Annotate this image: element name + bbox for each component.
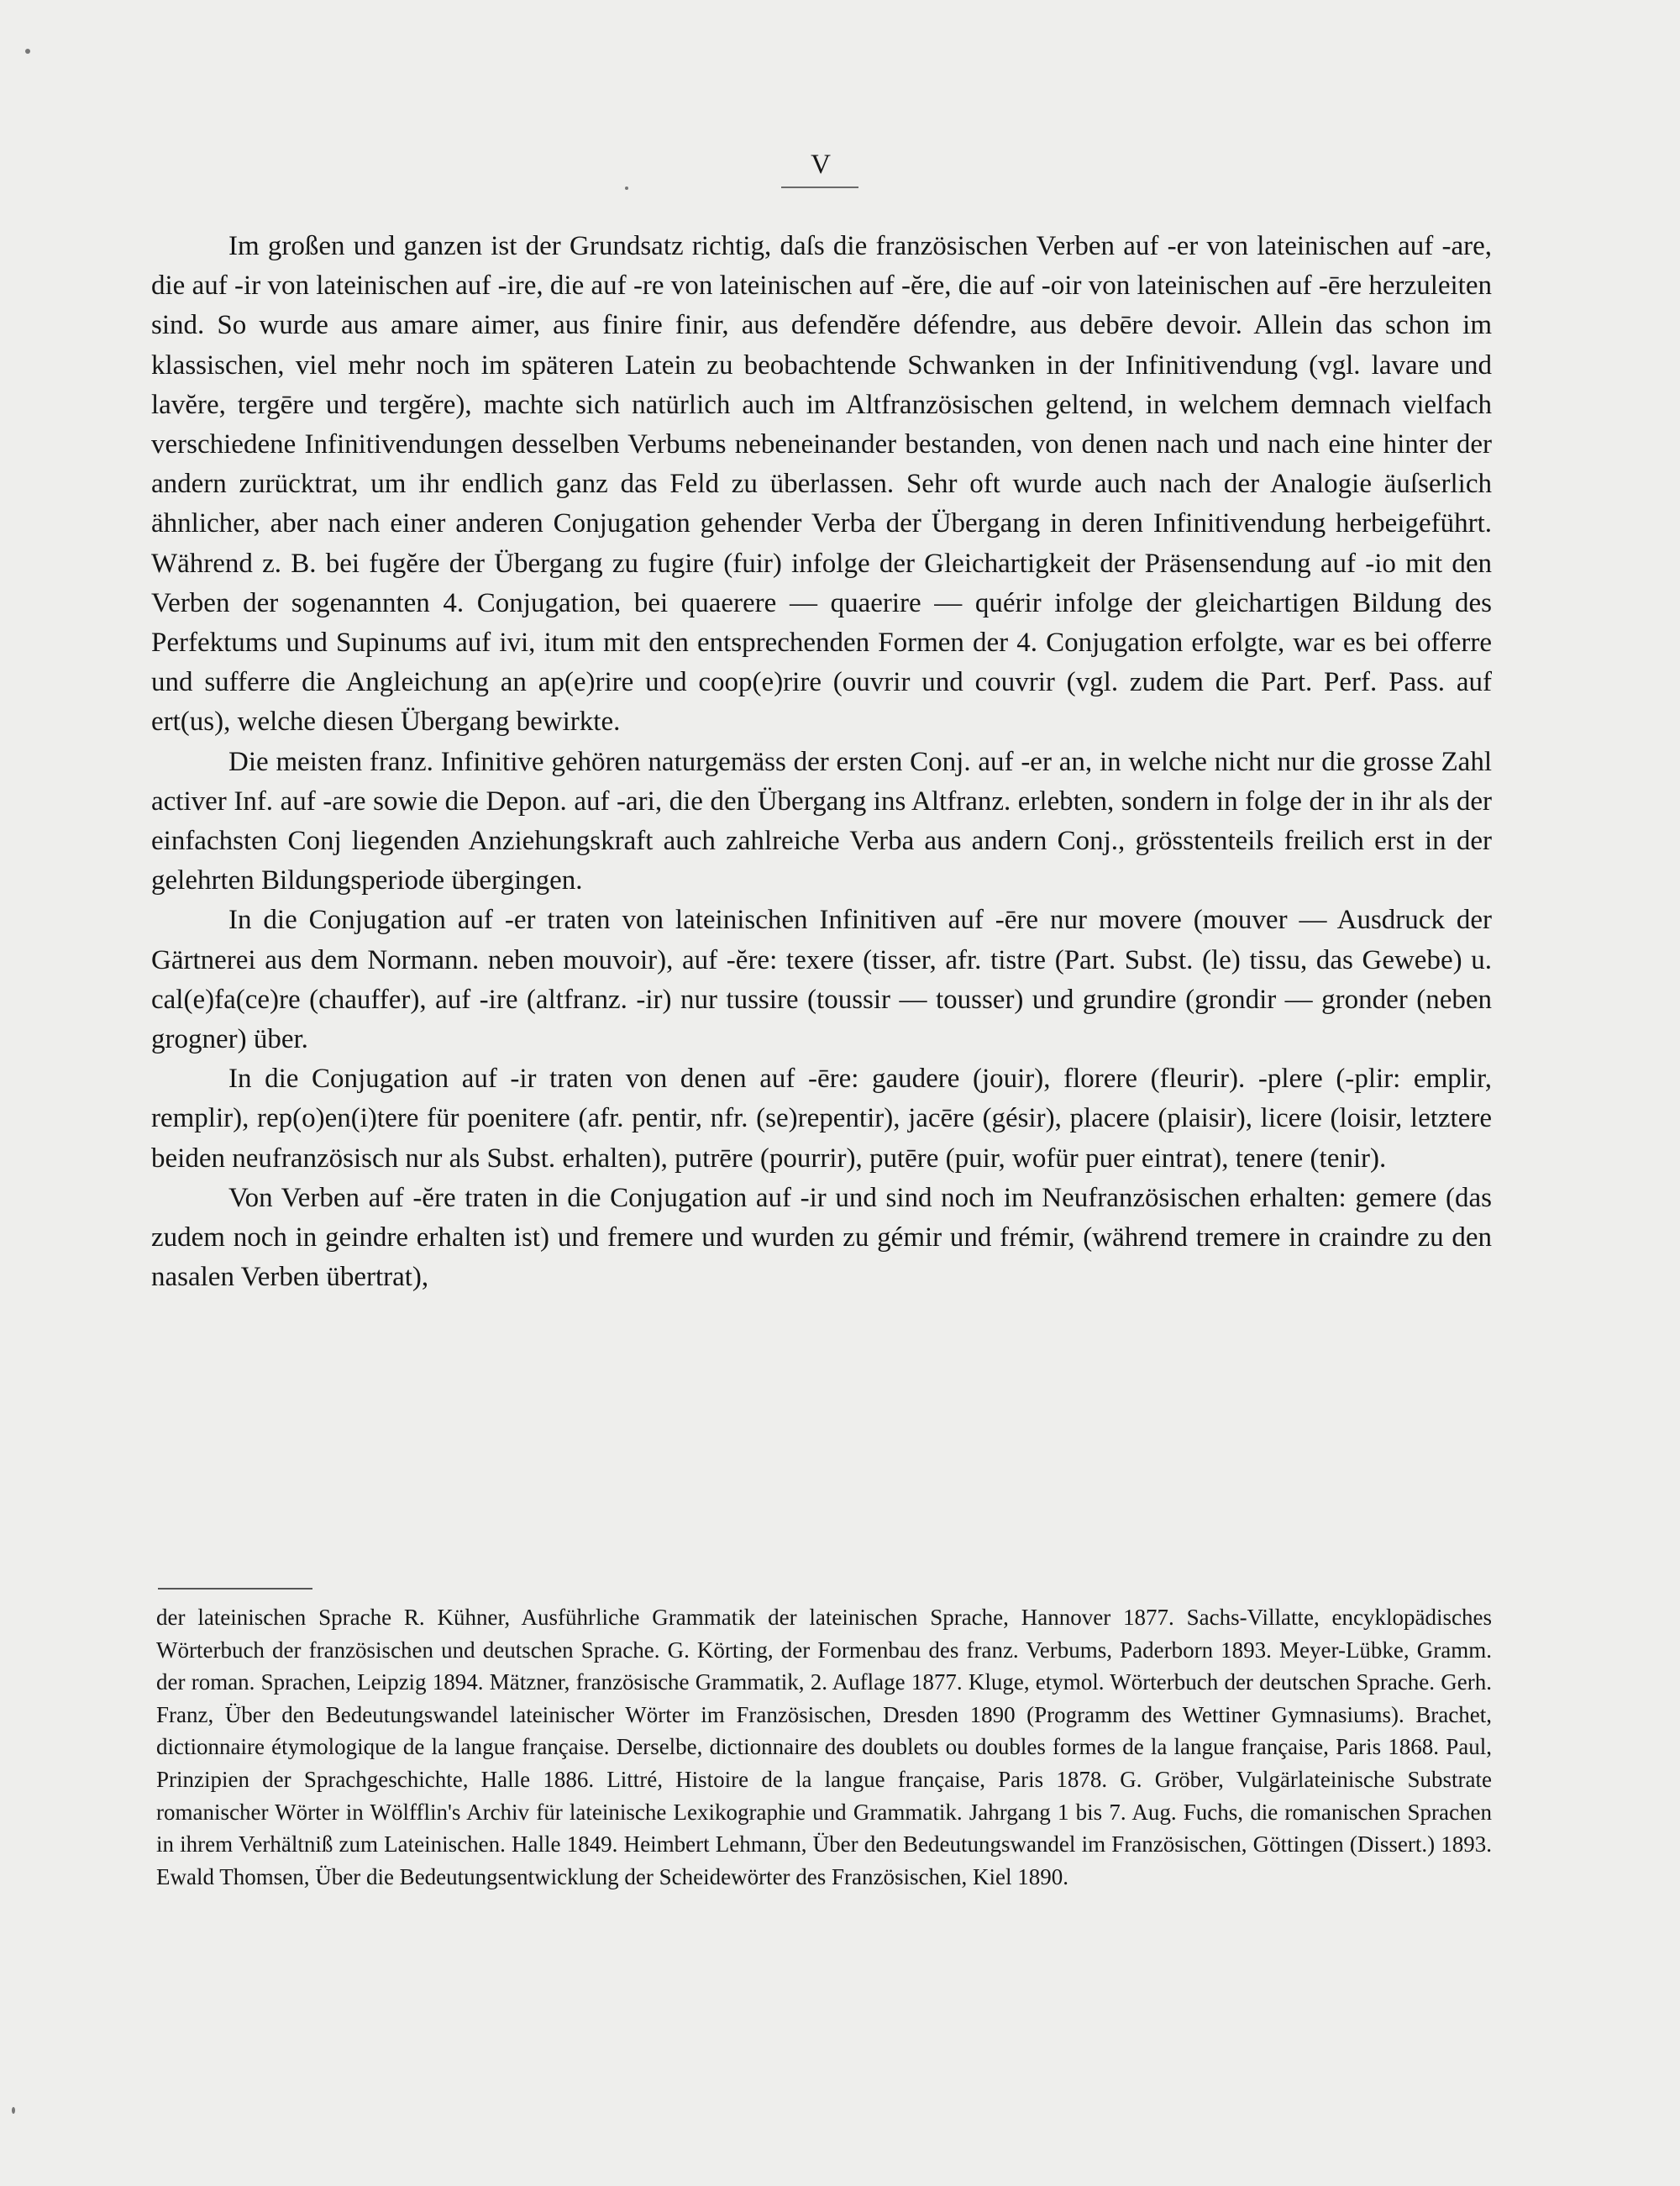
page-number: V [811, 150, 832, 180]
paragraph: Im großen und ganzen ist der Grundsatz richtig, daſs die französischen Verben auf -er von lateinischen auf -are, die auf -ir von lateinischen auf -ire, die auf -re von lateinischen auf -ĕre, die auf -oir von lateinischen auf -ēre herzuleiten sind. So wurde aus amare aimer, aus finire finir, aus defendĕre défendre, aus debēre devoir. Allein das schon im klassischen, viel mehr noch im späteren Latein zu beobachtende Schwanken in der Infinitivendung (vgl. lavare und lavĕre, tergēre und tergĕre), machte sich natürlich auch im Altfranzösischen geltend, in welchem demnach vielfach verschiedene Infinitivendungen desselben Verbums nebeneinander bestanden, von denen nach und nach eine hinter der andern zurücktrat, um ihr endlich ganz das Feld zu überlassen. Sehr oft wurde auch nach der Analogie äuſserlich ähnlicher, aber nach einer anderen Conjugation gehender Verba der Übergang in deren Infinitivendung herbeigeführt. Während z. B. bei fugĕre der Übergang zu fugire (fuir) infolge der Gleichartigkeit der Präsensendung auf -io mit den Verben der sogenannten 4. Conjugation, bei quaerere — quaerire — quérir infolge der gleichartigen Bildung des Perfektums und Supinums auf ivi, itum mit den entsprechenden Formen der 4. Conjugation erfolgte, war es bei offerre und sufferre die Angleichung an ap(e)rire und coop(e)rire (ouvrir und couvrir (vgl. zudem die Part. Perf. Pass. auf ert(us), welche diesen Übergang bewirkte. [151, 231, 1492, 738]
paper-speck [25, 49, 30, 54]
paragraph: In die Conjugation auf -er traten von lateinischen Infinitiven auf -ēre nur movere (mouver — Ausdruck der Gärtnerei aus dem Normann. neben mouvoir), auf -ĕre: texere (tisser, afr. tistre (Part. Subst. (le) tissu, das Gewebe) u. cal(e)fa(ce)re (chauffer), auf -ire (altfranz. -ir) nur tussire (toussir — tousser) und grundire (grondir — gronder (neben grogner) über. [151, 905, 1492, 1055]
header-rule [781, 187, 858, 188]
paper-speck [12, 2107, 15, 2114]
footnote-block [156, 1601, 1492, 1893]
main-text [151, 227, 1492, 1297]
paper-speck [625, 187, 628, 190]
paragraph: Von Verben auf -ĕre traten in die Conjugation auf -ir und sind noch im Neufranzösischen erhalten: gemere (das zudem noch in geindre erhalten ist) und fremere und wurden zu gémir und frémir, (während tremere in craindre zu den nasalen Verben übertrat), [151, 1182, 1492, 1293]
footnote-rule [158, 1588, 312, 1590]
paragraph: In die Conjugation auf -ir traten von denen auf -ēre: gaudere (jouir), florere (fleurir). -plere (-plir: emplir, remplir), rep(o)en(i)tere für poenitere (afr. pentir, nfr. (se)repentir), jacēre (gésir), placere (plaisir), licere (loisir, letztere beiden neufranzösisch nur als Subst. erhalten), putrēre (pourrir), putēre (puir, wofür puer eintrat), tenere (tenir). [151, 1064, 1492, 1174]
footnote-text: der lateinischen Sprache R. Kühner, Ausführliche Grammatik der lateinischen Sprache, Hannover 1877. Sachs-Villatte, encyklopädisches Wörterbuch der französischen und deutschen Sprache. G. Körting, der Formenbau des franz. Verbums, Paderborn 1893. Meyer-Lübke, Gramm. der roman. Sprachen, Leipzig 1894. Mätzner, französische Grammatik, 2. Auflage 1877. Kluge, etymol. Wörterbuch der deutschen Sprache. Gerh. Franz, Über den Bedeutungswandel lateinischer Wörter im Französischen, Dresden 1890 (Programm des Wettiner Gymnasiums). Brachet, dictionnaire étymologique de la langue française. Derselbe, dictionnaire des doublets ou doubles formes de la langue française, Paris 1868. Paul, Prinzipien der Sprachgeschichte, Halle 1886. Littré, Histoire de la langue française, Paris 1878. G. Gröber, Vulgärlateinische Substrate romanischer Wörter in Wölfflin's Archiv für lateinische Lexikographie und Grammatik. Jahrgang 1 bis 7. Aug. Fuchs, die romanischen Sprachen in ihrem Verhältniß zum Lateinischen. Halle 1849. Heimbert Lehmann, Über den Bedeutungswandel im Französischen, Göttingen (Dissert.) 1893. Ewald Thomsen, Über die Bedeutungsentwicklung der Scheidewörter des Französischen, Kiel 1890. [156, 1605, 1492, 1889]
paragraph: Die meisten franz. Infinitive gehören naturgemäss der ersten Conj. auf -er an, in welche nicht nur die grosse Zahl activer Inf. auf -are sowie die Depon. auf -ari, die den Übergang ins Altfranz. erlebten, sondern in folge der in ihr als der einfachsten Conj liegenden Anziehungskraft auch zahlreiche Verba aus andern Conj., grösstenteils freilich erst in der gelehrten Bildungsperiode übergingen. [151, 746, 1492, 896]
